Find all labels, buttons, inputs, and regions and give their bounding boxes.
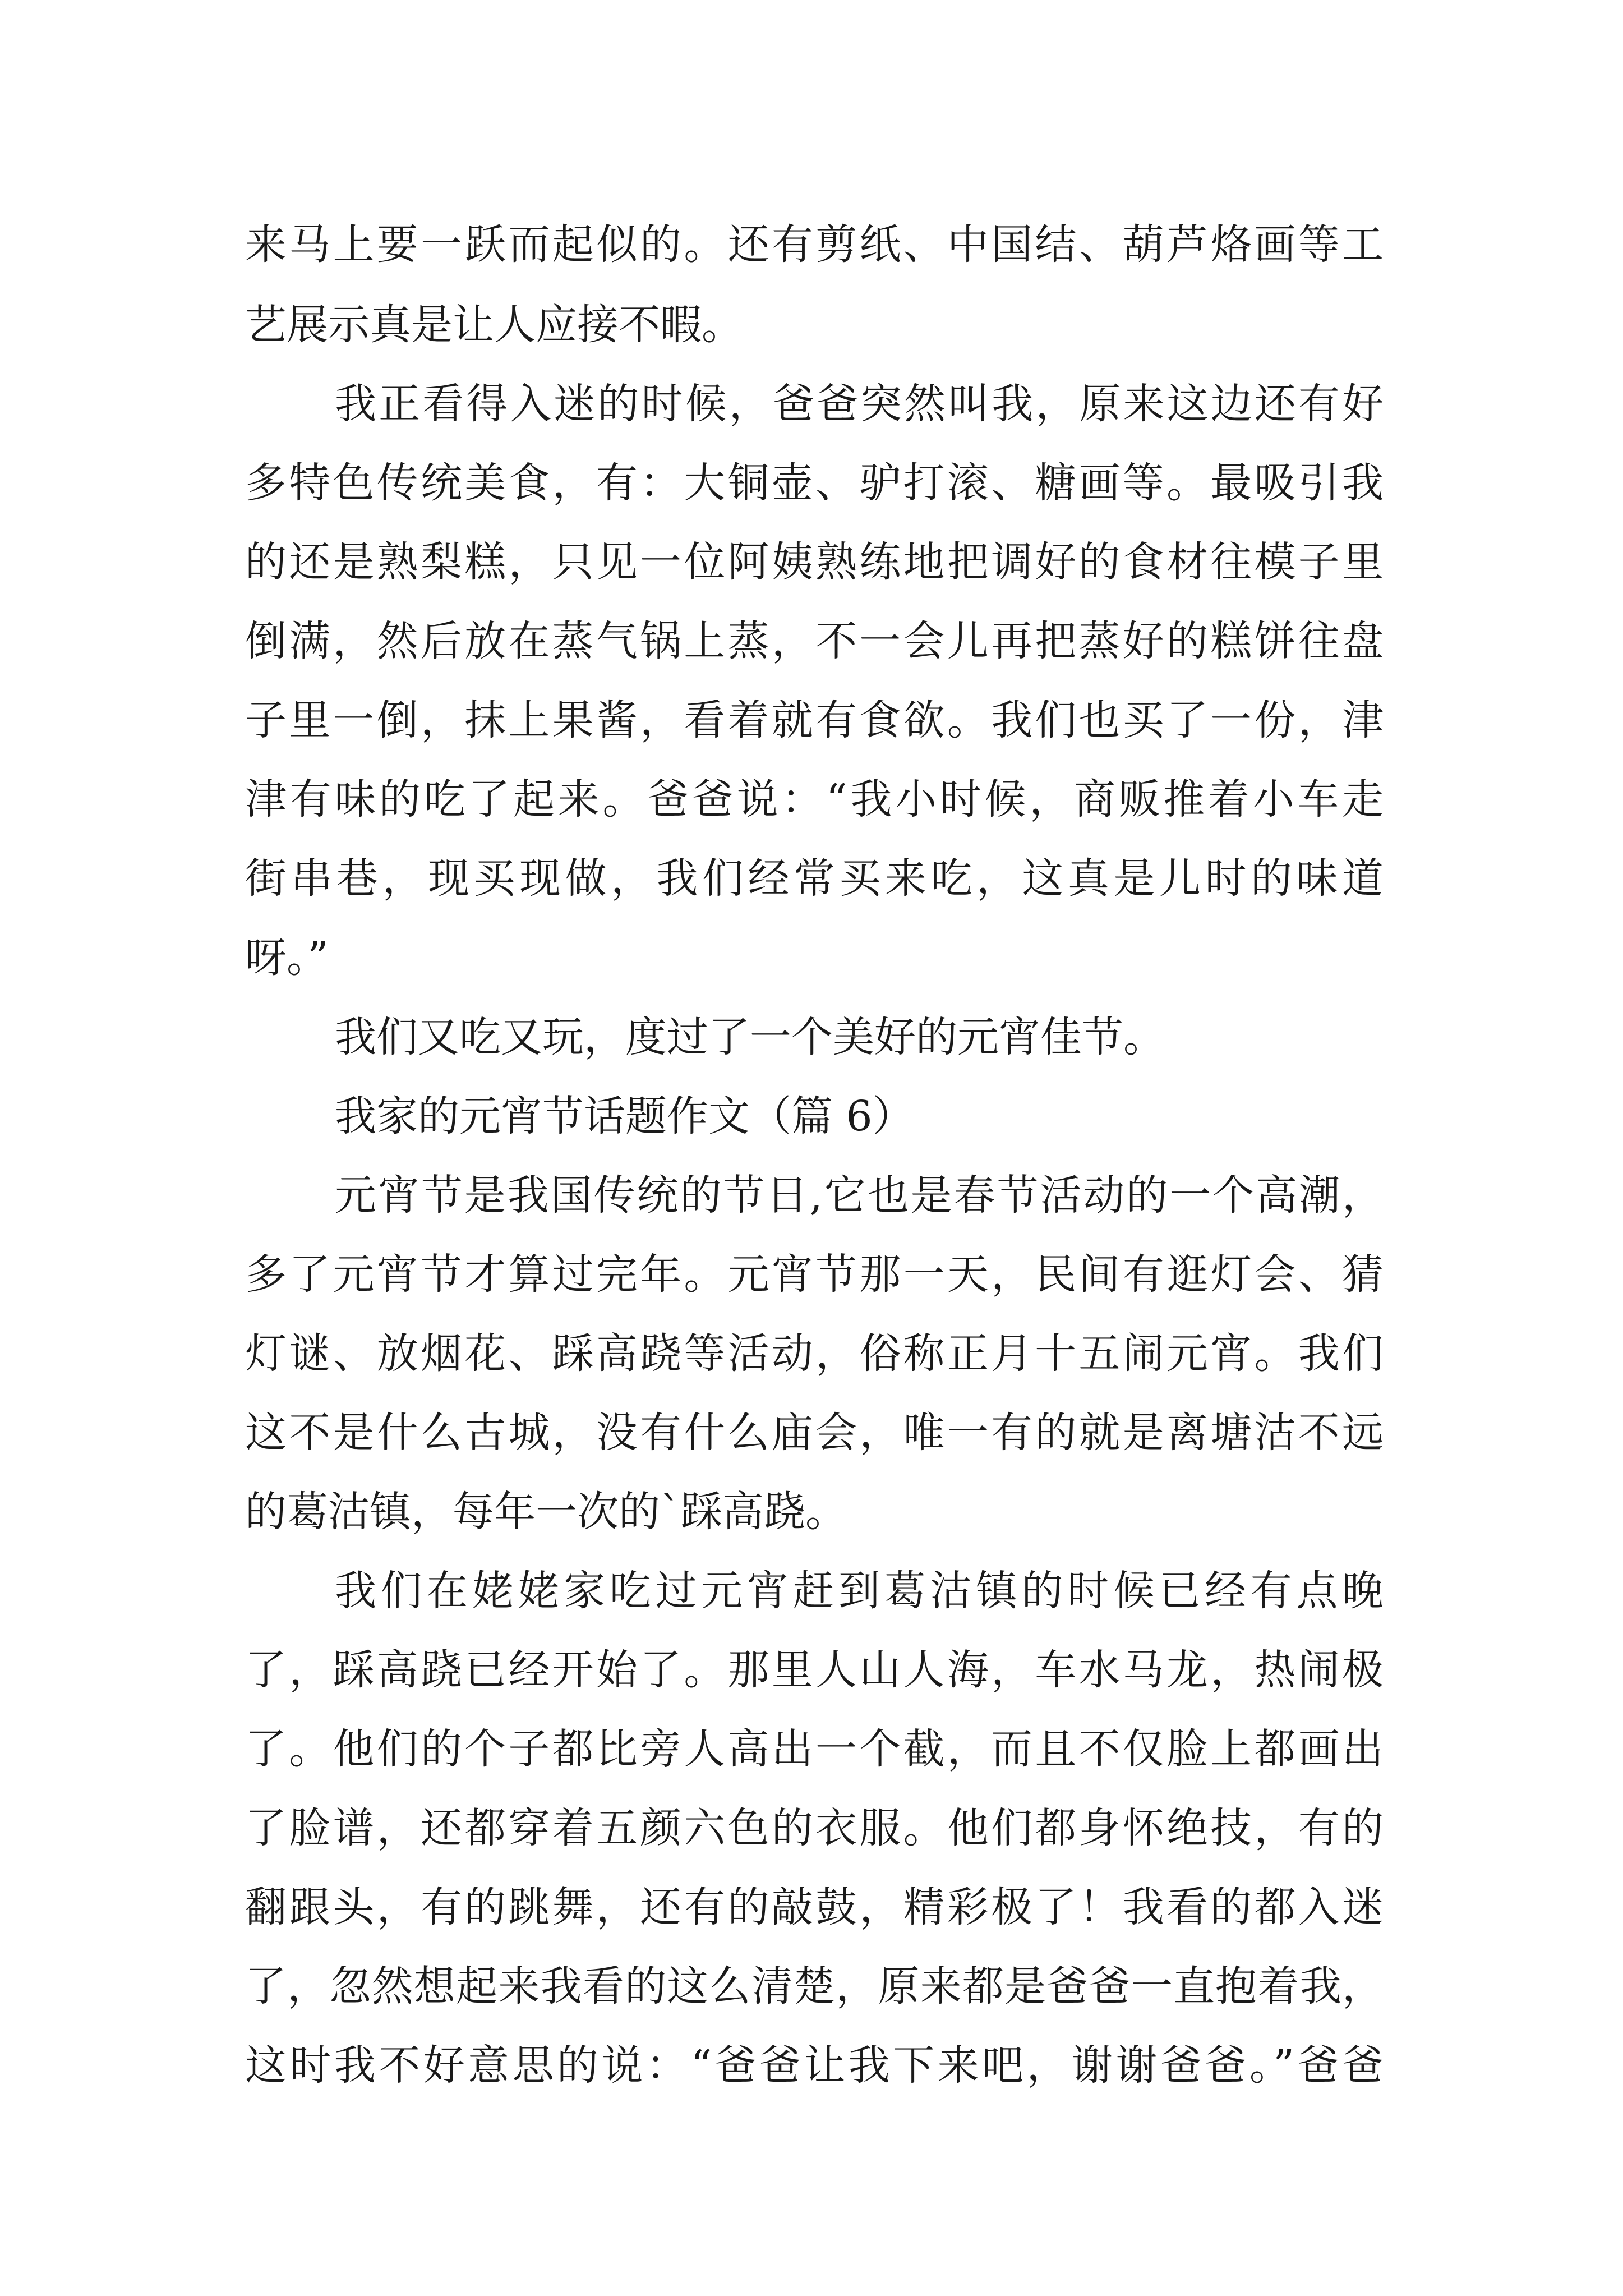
text-line: 的还是熟梨糕，只见一位阿姨熟练地把调好的食材往模子里: [245, 538, 1384, 586]
text-line: 倒满，然后放在蒸气锅上蒸，不一会儿再把蒸好的糕饼往盘: [245, 617, 1384, 665]
text-line: 了，忽然想起来我看的这么清楚，原来都是爸爸一直抱着我，: [245, 1962, 1384, 2010]
text-line: 街串巷，现买现做，我们经常买来吃，这真是儿时的味道: [245, 854, 1384, 903]
text-line: 的葛沽镇，每年一次的`踩高跷。: [245, 1488, 847, 1536]
text-line: 了，踩高跷已经开始了。那里人山人海，车水马龙，热闹极: [245, 1646, 1384, 1694]
text-line: 了。他们的个子都比旁人高出一个截，而且不仅脸上都画出: [245, 1725, 1384, 1773]
text-line: 呀。”: [245, 933, 329, 982]
text-line: 多特色传统美食，有：大铜壶、驴打滚、糖画等。最吸引我: [245, 459, 1384, 507]
text-line: 我们又吃又玩，度过了一个美好的元宵佳节。: [335, 1013, 1165, 1061]
text-line: 艺展示真是让人应接不暇。: [245, 301, 743, 349]
text-line: 了脸谱，还都穿着五颜六色的衣服。他们都身怀绝技，有的: [245, 1804, 1384, 1852]
text-line: 我们在姥姥家吃过元宵赶到葛沽镇的时候已经有点晚: [335, 1567, 1384, 1615]
section-heading: 我家的元宵节话题作文（篇 6）: [335, 1092, 914, 1140]
text-line: 这时我不好意思的说：“爸爸让我下来吧，谢谢爸爸。”爸爸: [245, 2041, 1384, 2090]
text-line: 元宵节是我国传统的节日,它也是春节活动的一个高潮，: [335, 1171, 1384, 1220]
text-line: 来马上要一跃而起似的。还有剪纸、中国结、葫芦烙画等工: [245, 220, 1384, 269]
text-line: 灯谜、放烟花、踩高跷等活动，俗称正月十五闹元宵。我们: [245, 1329, 1384, 1378]
text-line: 津有味的吃了起来。爸爸说：“我小时候，商贩推着小车走: [245, 775, 1384, 823]
text-line: 子里一倒，抹上果酱，看着就有食欲。我们也买了一份，津: [245, 696, 1384, 744]
text-line: 这不是什么古城，没有什么庙会，唯一有的就是离塘沽不远: [245, 1409, 1384, 1457]
text-line: 我正看得入迷的时候，爸爸突然叫我，原来这边还有好: [335, 380, 1384, 428]
text-line: 多了元宵节才算过完年。元宵节那一天，民间有逛灯会、猜: [245, 1250, 1384, 1299]
text-line: 翻跟头，有的跳舞，还有的敲鼓，精彩极了！我看的都入迷: [245, 1883, 1384, 1931]
